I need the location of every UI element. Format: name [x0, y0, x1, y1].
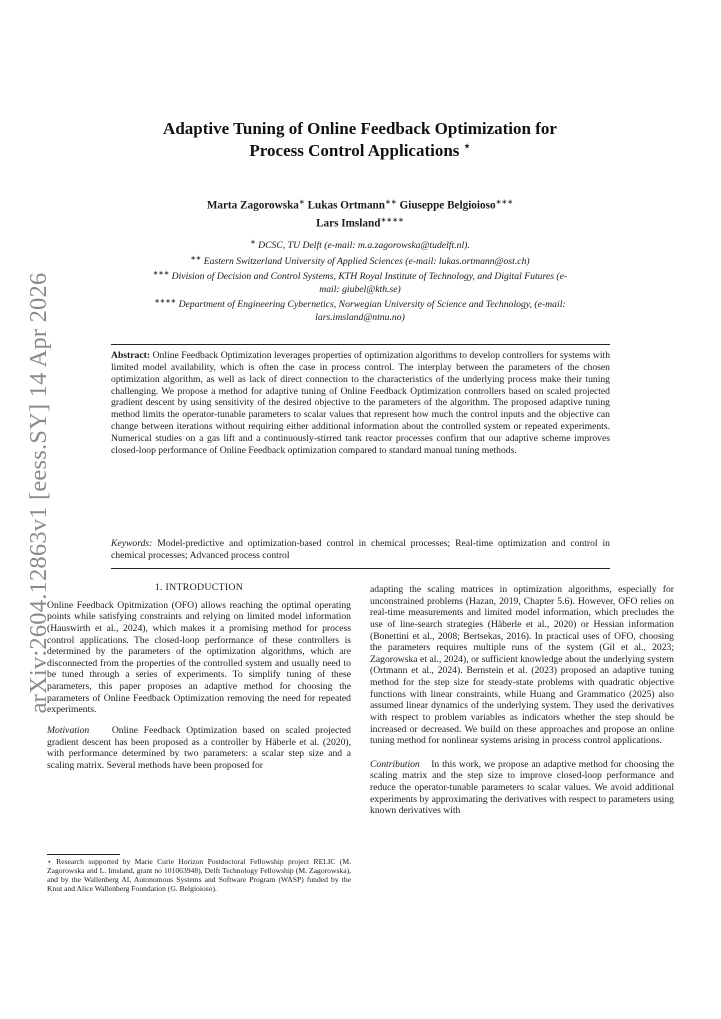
contribution-label: Contribution — [370, 758, 420, 770]
arxiv-identifier-text: arXiv:2604.12863v1 [eess.SY] 14 Apr 2026 — [25, 272, 52, 714]
affiliation-text: Eastern Switzerland University of Applied Sciences (e-mail: lukas.ortmann@ost.ch) — [203, 255, 530, 267]
affiliation-text: Division of Decision and Control Systems, KTH Royal Institute of Technology, and Digital Futures (e-mail: giubel@kth.se) — [171, 271, 568, 295]
author-name: Marta Zagorowska — [206, 199, 299, 212]
abstract-label: Abstract: — [111, 350, 151, 361]
right-column — [370, 584, 674, 817]
author-mark: ∗∗∗∗ — [380, 215, 404, 224]
contribution-text: In this work, we propose an adaptive method for choosing the scaling matrix and the step size to improve closed-loop performance and reduce the operator-tunable parameters to scalar values. We avoid additional experiments by approximating the derivatives with respect to parameters using known derivatives with — [370, 758, 674, 817]
author-mark: ∗∗ — [384, 198, 397, 206]
motivation-label: Motivation — [47, 724, 90, 736]
motivation-paragraph — [47, 725, 351, 772]
affiliation — [150, 268, 570, 296]
author-mark: ∗ — [298, 198, 305, 206]
affiliation-text: Department of Engineering Cybernetics, Norwegian University of Science and Technology, (e-mail: lars.imsland@ntnu.no) — [178, 299, 566, 323]
keywords — [111, 538, 610, 562]
paper-title-text: Adaptive Tuning of Online Feedback Optimization for Process Control Applications — [163, 119, 557, 160]
abstract-text: Online Feedback Optimization leverages properties of optimization algorithms to develop controllers for systems with limited model availability, which is often the case in process control. The interplay between the parameters of the chosen optimization algorithm, as well as lack of direct connection to the characteristics of the underlying process make their tuning challenging. We propose a method for adaptive tuning of Online Feedback Optimization controllers based on scaled projected gradient descent by using sensitivity of the desired objective to the parameters of the algorithm. The proposed adaptive tuning method limits the operator-tunable parameters to scalar values that represent how much the control inputs and the objective can change between iterations without requiring either additional information about the controlled system or repeated experiments. Numerical studies on a gas lift and a continuously-stirred tank reactor processes confirm that our adaptive scheme improves closed-loop performance of Online Feedback optimization compared to standard manual tuning methods. — [111, 350, 611, 456]
author-name: Giuseppe Belgioioso — [399, 199, 496, 212]
motivation-text: Online Feedback Optimization based on scaled projected gradient descent has been proposed as a controller by Häberle et al. (2020), with performance determined by two parameters: a scalar step size and a scaling matrix. Several methods have been proposed for — [47, 724, 351, 771]
related-work-paragraph: adapting the scaling matrices in optimization algorithms, especially for unconstrained problems (Hazan, 2019, Chapter 5.6). However, OFO relies on real-time measurements and limited model information, which precludes the use of line-search strategies (Häberle et al., 2020) or Hessian information (Bonettini et al., 2008; Bertsekas, 2016). In practical uses of OFO, choosing the parameters requires multiple runs of the system (Gil et al., 2023; Zagorowska et al., 2024), or sufficient knowledge about the underlying system (Ortmann et al., 2024). Bernstein et al. (2023) proposed an adaptive tuning method for the step size for steady-state problems with quadratic objective functions with linear constraints, while Huang and Grammatico (2025) also assumed linear dynamics of the underlying system. They used the derivatives with respect to problem variables as indicators whether the step should be increased or decreased. We build on these approaches and propose an online tuning method for nonlinear systems arising in process control applications. — [370, 584, 674, 747]
section-heading: 1. INTRODUCTION — [154, 582, 244, 593]
affiliation-mark: ∗∗∗∗ — [154, 298, 177, 306]
keywords-label: Keywords: — [111, 538, 153, 549]
keywords-text: Model-predictive and optimization-based control in chemical processes; Real-time optimization and control in chemical processes; Advanced process control — [111, 538, 610, 561]
intro-paragraph: Online Feedback Opitmization (OFO) allows reaching the optimal operating points while satisfying constraints and relying on limited model information (Hauswirth et al., 2024), which makes it a promising method for process control applications. The closed-loop performance of these controllers is determined by the parameters of the optimization algorithms, which are disconnected from the properties of the controlled system and usually need to be tuned through a series of experiments. To simplify tuning of these parameters, this paper proposes an adaptive method for choosing the parameters of Online Feedback Optimization removing the need for repeated experiments. — [47, 599, 351, 716]
author-mark: ∗∗∗ — [495, 198, 514, 206]
affiliations — [150, 237, 570, 324]
author-list — [140, 195, 580, 230]
footnote — [47, 857, 351, 893]
title-footnote-mark: ⋆ — [463, 139, 471, 152]
footnote-rule — [47, 854, 120, 855]
author-name: Lars Imsland — [316, 217, 381, 230]
abstract — [111, 350, 610, 457]
abstract-bottom-rule — [111, 568, 610, 569]
affiliation — [150, 296, 570, 324]
affiliation-text: DCSC, TU Delft (e-mail: m.a.zagorowska@tudelft.nl). — [258, 240, 470, 252]
left-column — [47, 582, 351, 771]
affiliation-mark: ∗∗∗ — [152, 270, 170, 278]
contribution-paragraph — [370, 759, 674, 817]
author-name: Lukas Ortmann — [307, 199, 385, 212]
affiliation-mark: ∗ — [250, 239, 256, 246]
affiliation — [150, 253, 570, 269]
affiliation-mark: ∗∗ — [190, 254, 202, 262]
affiliation — [150, 237, 570, 253]
footnote-text: Research supported by Marie Curie Horizon Postdoctoral Fellowship project RELIC (M. Zagorowska and L. Imsland, grant no 101063948), Delft Technology Fellowship (M. Zagorowska), and by the Wallenberg AI, Autonomous Systems and Software Program (WASP) funded by the Knut and Alice Wallenberg Foundation (G. Belgioioso). — [47, 857, 351, 894]
abstract-top-rule — [111, 344, 610, 345]
footnote-mark: ⋆ — [47, 857, 52, 866]
paper-title — [160, 118, 560, 161]
